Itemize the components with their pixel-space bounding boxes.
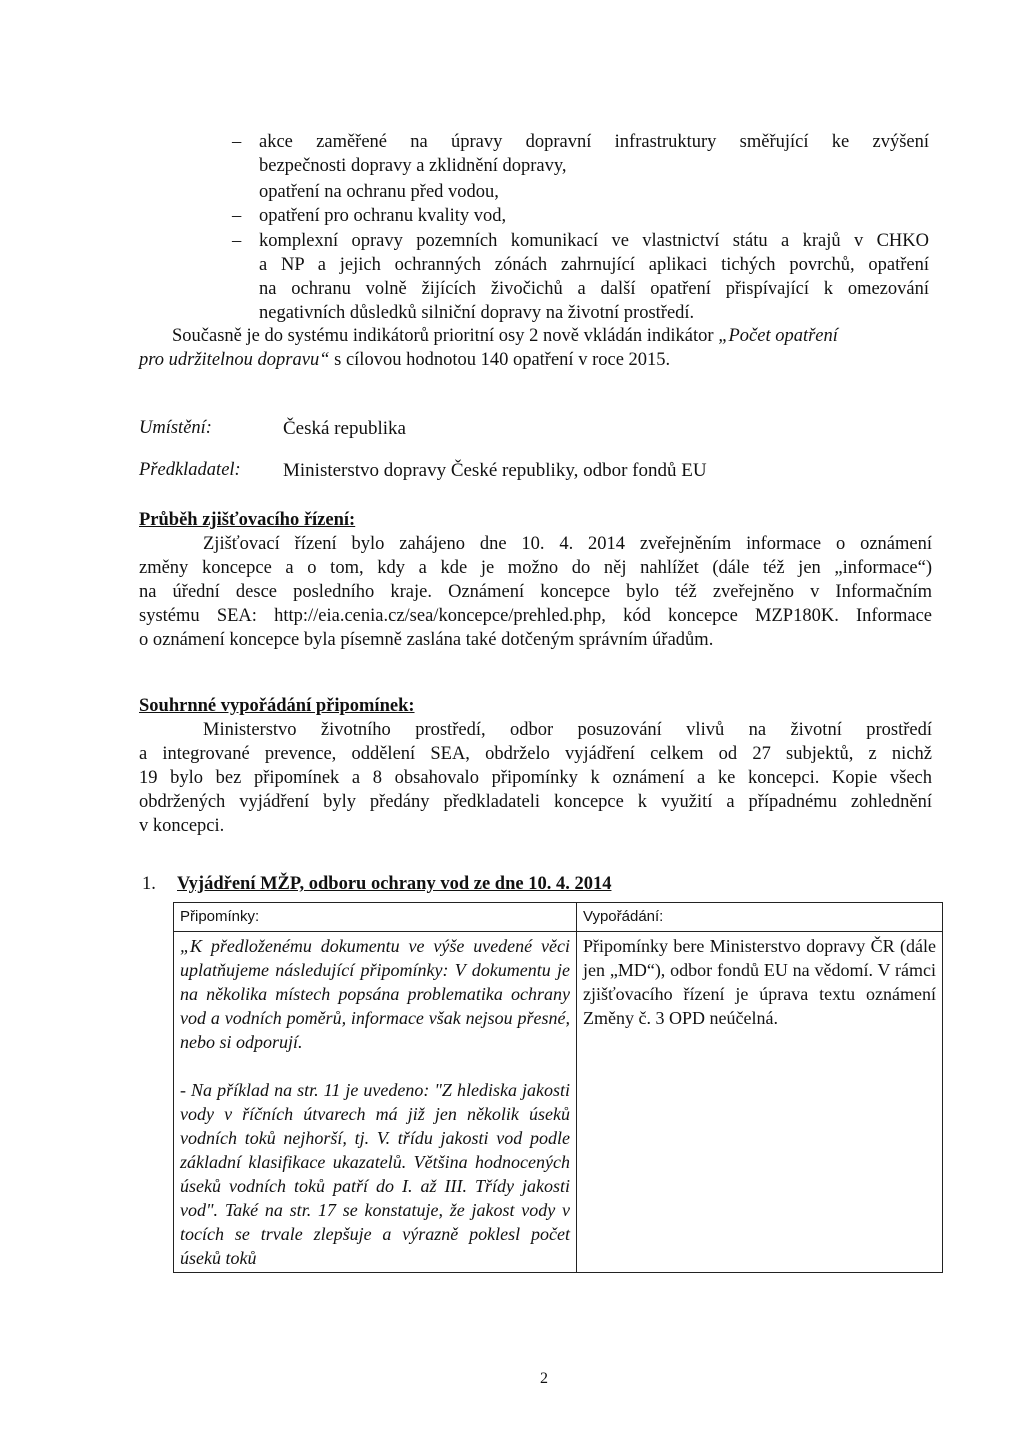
table-header-comments: Připomínky: <box>174 903 577 932</box>
paragraph-line: obdržených vyjádření byly předány předkladateli koncepce k využití a případnému zohlednění <box>139 792 932 812</box>
page-number: 2 <box>540 1370 548 1387</box>
paragraph-line: o oznámení koncepce byla písemně zaslána také dotčeným správním úřadům. <box>139 630 714 650</box>
item-number: 1. <box>142 874 156 894</box>
indicator-line-2 <box>139 348 670 372</box>
comments-table <box>173 902 943 1273</box>
table-row <box>174 932 943 1273</box>
bullet-line: bezpečnosti dopravy a zklidnění dopravy, <box>259 156 567 176</box>
bullet-dash: – <box>232 231 242 251</box>
comment-cell <box>174 932 577 1273</box>
paragraph-line: Zjišťovací řízení bylo zahájeno dne 10. 4. 2014 zveřejněním informace o oznámení <box>203 534 932 554</box>
bullet-line: negativních důsledků silniční dopravy na životní prostředí. <box>259 303 695 323</box>
comment-paragraph: - Na příklad na str. 11 je uvedeno: "Z hlediska jakosti vody v říčních útvarech má již jen několik úseků vodních toků nejhorší, tj. V. třídu jakosti vod podle základní klasifikace ukazatelů. Většina hodnocených úseků vodních toků patří do I. až III. Třídy jakosti vod". Také na str. 17 se konstatuje, že jakost vody v tocích se trvale zlepšuje a výrazně poklesl počet úseků toků <box>180 1080 570 1268</box>
bullet-line: opatření na ochranu před vodou, <box>259 182 499 202</box>
paragraph-line: v koncepci. <box>139 816 225 836</box>
bullet-dash: – <box>232 132 242 152</box>
comment-paragraph: „K předloženému dokumentu ve výše uvedené věci uplatňujeme následující připomínky: V dokumentu je na několika místech popsána problematika ochrany vod a vodních poměrů, informace však nejsou přesné, nebo si odporují. <box>180 936 570 1052</box>
paragraph-line: změny koncepce a o tom, kdy a kde je možno do něj nahlížet (dále též jen „informace“) <box>139 558 932 578</box>
item-heading: Vyjádření MŽP, odboru ochrany vod ze dne 10. 4. 2014 <box>177 874 612 894</box>
bullet-line: opatření pro ochranu kvality vod, <box>259 206 507 226</box>
indicator-line-1 <box>172 324 838 348</box>
table-header-resolution: Vypořádání: <box>577 903 943 932</box>
section-heading-summary: Souhrnné vypořádání připomínek: <box>139 696 415 716</box>
paragraph-line: na úřední desce posledního kraje. Oznámení koncepce bylo též zveřejněno v Informačním <box>139 582 932 602</box>
bullet-dash: – <box>232 206 242 226</box>
indicator-name: „Počet opatření <box>718 326 838 346</box>
bullet-line: a NP a jejich ochranných zónách zahrnující aplikaci tichých povrchů, opatření <box>259 255 929 275</box>
submitter-label: Předkladatel: <box>139 460 241 480</box>
paragraph-line: Ministerstvo životního prostředí, odbor posuzování vlivů na životní prostředí <box>203 720 932 740</box>
paragraph-line: systému SEA: http://eia.cenia.cz/sea/koncepce/prehled.php, kód koncepce MZP180K. Informace <box>139 606 932 626</box>
location-value: Česká republika <box>283 418 406 439</box>
indicator-name: pro udržitelnou dopravu“ <box>139 350 330 370</box>
section-heading-process: Průběh zjišťovacího řízení: <box>139 510 356 530</box>
paragraph-line: a integrované prevence, oddělení SEA, obdrželo vyjádření celkem od 27 subjektů, z nichž <box>139 744 932 764</box>
table-header-row <box>174 903 943 932</box>
paragraph-line: 19 bylo bez připomínek a 8 obsahovalo připomínky k oznámení a ke koncepci. Kopie všech <box>139 768 932 788</box>
bullet-line: akce zaměřené na úpravy dopravní infrastruktury směřující ke zvýšení <box>259 132 929 152</box>
resolution-cell: Připomínky bere Ministerstvo dopravy ČR (dále jen „MD“), odbor fondů EU na vědomí. V rámci zjišťovacího řízení je úprava textu oznámení Změny č. 3 OPD neúčelná. <box>577 932 943 1273</box>
bullet-line: komplexní opravy pozemních komunikací ve vlastnictví státu a krajů v CHKO <box>259 231 929 251</box>
indicator-text: s cílovou hodnotou 140 opatření v roce 2015. <box>329 350 671 370</box>
location-label: Umístění: <box>139 418 212 438</box>
indicator-text: Současně je do systému indikátorů prioritní osy 2 nově vkládán indikátor <box>172 326 719 346</box>
bullet-line: na ochranu volně žijících živočichů a další opatření přispívající k omezování <box>259 279 929 299</box>
submitter-value: Ministerstvo dopravy České republiky, odbor fondů EU <box>283 460 707 481</box>
